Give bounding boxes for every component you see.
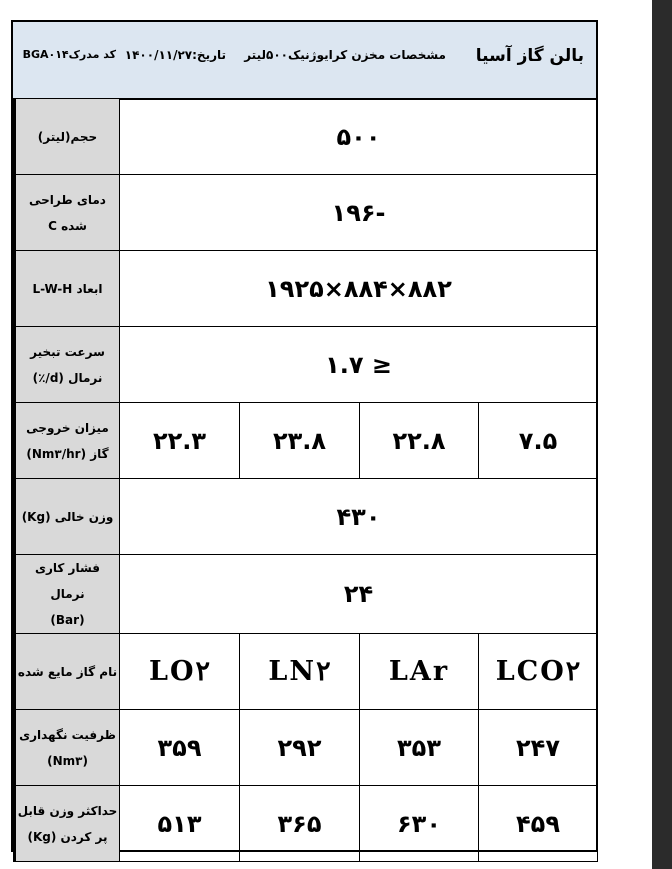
label-line: پر کردن (Kg): [27, 829, 108, 844]
label-line: سرعت تبخیر: [30, 344, 105, 359]
document-date: تاریخ:۱۴۰۰/۱۱/۲۷: [124, 48, 226, 62]
value-gas-name: LN۲: [240, 634, 360, 710]
value-gas-output: ۲۲.۸: [360, 403, 479, 479]
value-gas-name: LAr: [360, 634, 479, 710]
value-gas-output: ۲۳.۸: [240, 403, 360, 479]
label-line: (Bar): [50, 613, 85, 627]
row-label-max-fill-weight: [15, 786, 120, 862]
row-label-gas-name: نام گاز مایع شده: [15, 634, 120, 710]
table-row: [15, 710, 598, 786]
value-max-fill-weight: ۳۶۵: [240, 786, 360, 862]
company-name: بالن گاز آسیا: [475, 46, 584, 66]
row-label-storage-capacity: [15, 710, 120, 786]
sheet-header: [13, 22, 596, 100]
table-row: [15, 99, 598, 175]
label-line: شده C: [48, 218, 87, 233]
value-empty-weight: ۴۳۰: [120, 479, 598, 555]
table-row: [15, 403, 598, 479]
label-line: (Nm۳): [47, 753, 88, 768]
value-volume: ۵۰۰: [120, 99, 598, 175]
page-edge-bar: [652, 0, 672, 869]
value-working-pressure: ۲۴: [120, 555, 598, 634]
table-row: [15, 479, 598, 555]
table-row: [15, 634, 598, 710]
row-label-gas-output: [15, 403, 120, 479]
table-row: [15, 786, 598, 862]
value-max-fill-weight: ۵۱۳: [120, 786, 240, 862]
row-label-design-temp: [15, 175, 120, 251]
value-gas-output: ۷.۵: [479, 403, 598, 479]
value-storage-capacity: ۳۵۹: [120, 710, 240, 786]
value-max-fill-weight: ۴۵۹: [479, 786, 598, 862]
row-label-evaporation: [15, 327, 120, 403]
row-label-empty-weight: وزن خالی (Kg): [15, 479, 120, 555]
label-line: ظرفیت نگهداری: [19, 727, 116, 742]
value-gas-output: ۲۲.۳: [120, 403, 240, 479]
label-line: گاز (Nm۳/hr): [26, 446, 109, 461]
value-gas-name: LCO۲: [479, 634, 598, 710]
value-storage-capacity: ۲۴۷: [479, 710, 598, 786]
document-code: کد مدرکBGA۰۱۴: [22, 48, 116, 61]
spec-sheet: [11, 20, 598, 852]
label-line: دمای طراحی: [29, 192, 106, 207]
label-line: نرمال (d/٪): [32, 370, 103, 385]
value-storage-capacity: ۲۹۲: [240, 710, 360, 786]
value-evaporation: ≤ ۱.۷: [120, 327, 598, 403]
value-storage-capacity: ۳۵۳: [360, 710, 479, 786]
document-title: مشخصات مخزن کرایوژنیک۵۰۰لیتر: [244, 48, 446, 62]
table-row: [15, 327, 598, 403]
table-row: [15, 251, 598, 327]
table-row: [15, 175, 598, 251]
spec-table: [13, 98, 598, 862]
label-line: حداکثر وزن قابل: [17, 803, 118, 818]
value-gas-name: LO۲: [120, 634, 240, 710]
label-line: میزان خروجی: [26, 420, 109, 435]
row-label-volume: حجم(لیتر): [15, 99, 120, 175]
row-label-working-pressure: [15, 555, 120, 634]
label-line: فشار کاری نرمال: [34, 561, 101, 601]
row-label-dimensions: ابعاد L-W-H: [15, 251, 120, 327]
table-row: [15, 555, 598, 634]
value-design-temp: -۱۹۶: [120, 175, 598, 251]
value-max-fill-weight: ۶۳۰: [360, 786, 479, 862]
value-dimensions: ۸۸۲×۸۸۴×۱۹۲۵: [120, 251, 598, 327]
